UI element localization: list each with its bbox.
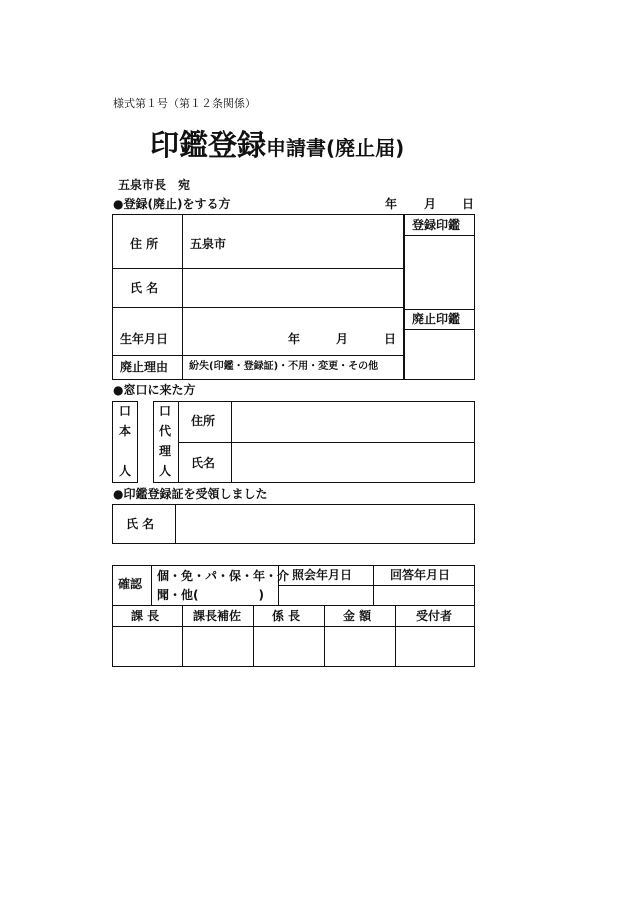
window-address-label: 住所 [191, 414, 216, 428]
id-types-line1[interactable]: 個・免・パ・保・年・介 [157, 569, 290, 583]
stamp-cell-amount[interactable] [325, 627, 395, 666]
section3-heading: ●印鑑登録証を受領しました [113, 487, 268, 501]
address-value: 五泉市 [190, 237, 227, 251]
self-checkbox-label [115, 405, 135, 485]
title-sub: 申請書(廃止届) [266, 136, 405, 160]
stamp-cell-receptionist[interactable] [396, 627, 474, 666]
self-char-1: 口 [118, 404, 131, 418]
seal-register-label: 登録印鑑 [412, 218, 461, 232]
birth-day-label: 日 [384, 332, 397, 346]
self-char-2: 本 [118, 424, 131, 438]
self-char-4: 人 [118, 464, 131, 478]
reply-date-field[interactable] [374, 586, 474, 605]
receipt-name-label: 氏 名 [126, 517, 155, 531]
reason-label: 廃止理由 [120, 360, 169, 374]
birth-year-label: 年 [288, 332, 301, 346]
date-year-label: 年 [385, 197, 398, 211]
stamp-header-section-chief: 課 長 [131, 609, 160, 623]
title-main: 印鑑登録 [150, 128, 267, 162]
section2-heading: ●窓口に来た方 [113, 383, 196, 397]
agent-char-1: 口 [158, 404, 171, 418]
stamp-header-deputy: 課長補佐 [193, 609, 242, 623]
inquiry-date-field[interactable] [279, 586, 373, 605]
seal-abolish-box[interactable] [405, 330, 474, 379]
agent-char-3: 理 [158, 444, 171, 458]
stamp-cell-deputy[interactable] [183, 627, 253, 666]
self-char-3 [115, 445, 135, 465]
name-field[interactable] [183, 269, 403, 307]
window-address-field[interactable] [232, 402, 474, 442]
birth-label: 生年月日 [120, 332, 169, 346]
date-month-label: 月 [424, 197, 437, 211]
page-title [150, 128, 405, 162]
stamp-header-amount: 金 額 [343, 609, 372, 623]
inquiry-date-label: 照会年月日 [292, 568, 353, 582]
name-label: 氏 名 [130, 281, 159, 295]
stamp-cell-subsection-chief[interactable] [254, 627, 324, 666]
addressee: 五泉市長 宛 [118, 178, 191, 192]
stamp-header-receptionist: 受付者 [416, 609, 453, 623]
confirm-label: 確認 [118, 577, 143, 591]
window-name-field[interactable] [232, 443, 474, 482]
section1-heading: ●登録(廃止)をする方 [113, 197, 231, 211]
window-name-label: 氏名 [191, 456, 216, 470]
address-label: 住 所 [130, 237, 159, 251]
agent-checkbox-label[interactable] [155, 405, 175, 485]
receipt-name-field[interactable] [176, 505, 474, 543]
reply-date-label: 回答年月日 [390, 568, 451, 582]
id-types-line2[interactable]: 聞・他( ) [157, 588, 264, 602]
form-number: 様式第１号（第１２条関係） [113, 97, 256, 110]
date-day-label: 日 [462, 197, 475, 211]
agent-char-2: 代 [158, 424, 171, 438]
seal-register-box[interactable] [405, 236, 474, 309]
agent-char-4: 人 [158, 464, 171, 478]
stamp-cell-section-chief[interactable] [113, 627, 182, 666]
reason-options[interactable]: 紛失(印鑑・登録証)・不用・変更・その他 [189, 361, 379, 372]
stamp-header-subsection-chief: 係 長 [272, 609, 301, 623]
seal-abolish-label: 廃止印鑑 [412, 312, 461, 326]
birth-month-label: 月 [336, 332, 349, 346]
